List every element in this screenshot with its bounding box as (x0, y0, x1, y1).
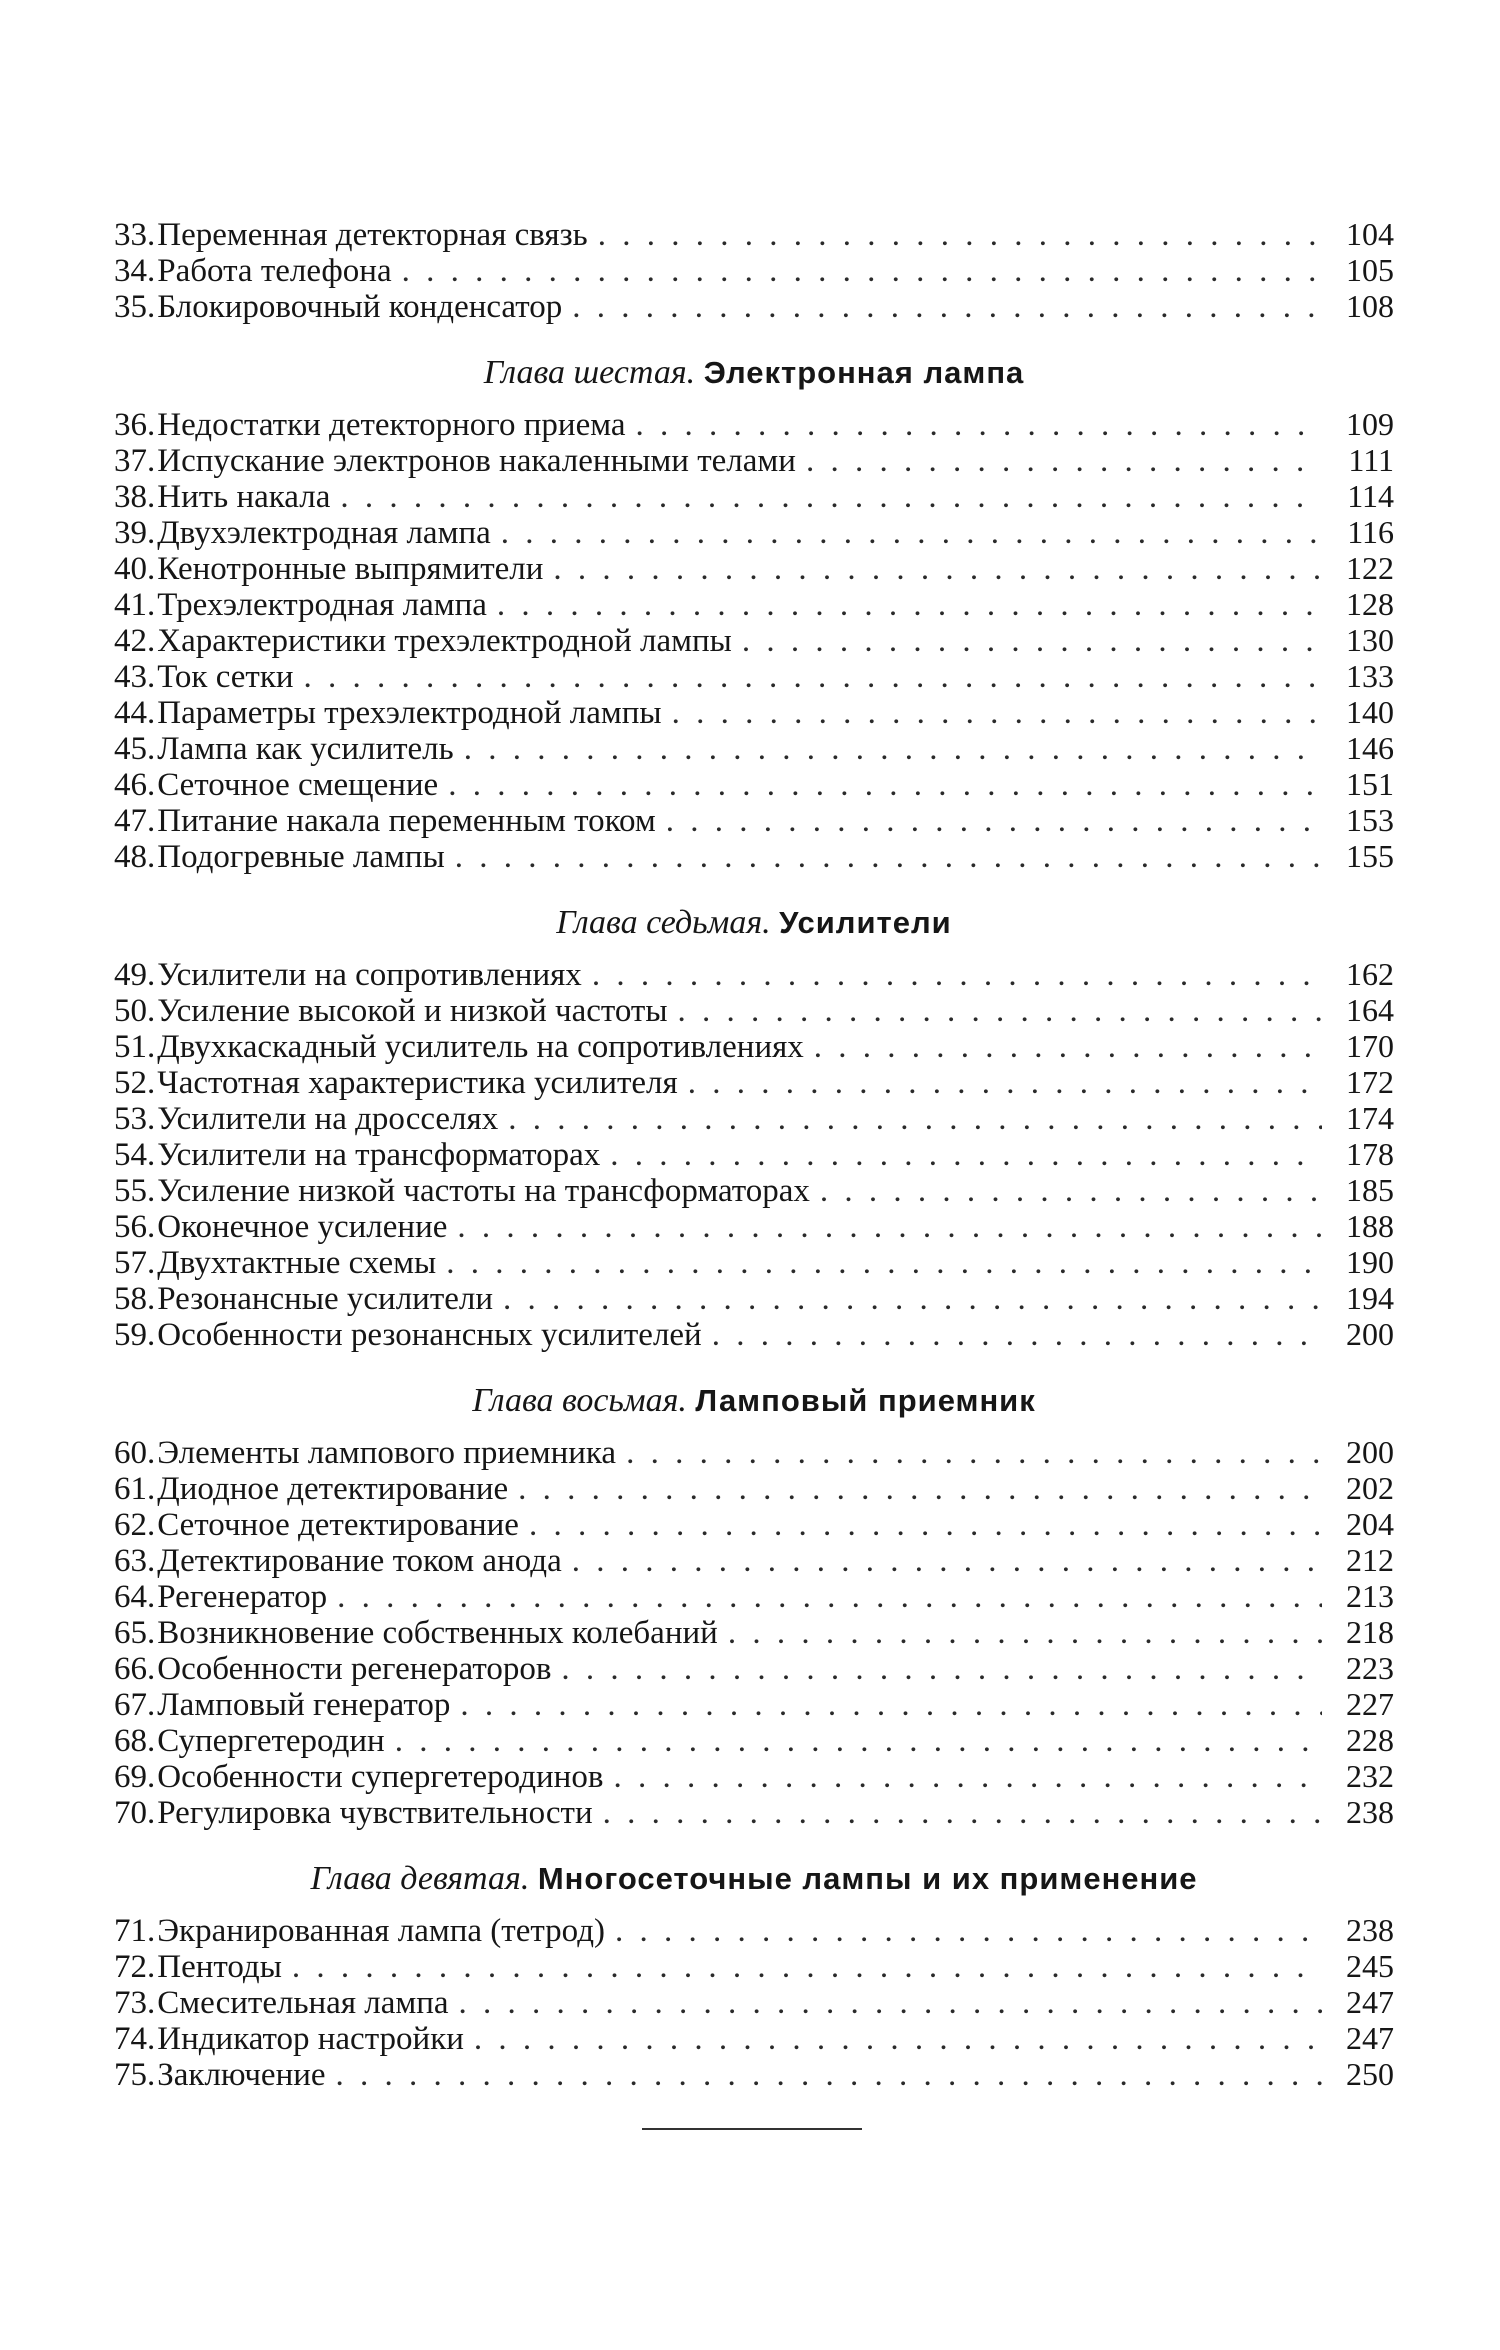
entry-number: 70. (114, 1795, 156, 1831)
entry-title: Диодное детектирование (157, 1471, 509, 1507)
toc-entry (114, 288, 1394, 324)
entry-page-number: 128 (1346, 586, 1394, 622)
dot-leader (678, 993, 1322, 1029)
entry-number: 33. (114, 217, 156, 253)
entry-number: 68. (114, 1723, 156, 1759)
dot-leader (464, 731, 1322, 767)
entry-title: Резонансные усилители (157, 1281, 494, 1317)
entry-number: 51. (114, 1029, 156, 1065)
entry-title: Питание накала переменным током (157, 803, 656, 839)
entry-page-number: 232 (1346, 1758, 1394, 1794)
chapter-heading (114, 896, 1394, 950)
dot-leader (814, 1029, 1322, 1065)
entry-title: Параметры трехэлектродной лампы (157, 695, 662, 731)
entry-title: Детектирование током анода (157, 1543, 562, 1579)
entry-page-number: 104 (1346, 216, 1394, 252)
toc-entry (114, 766, 1394, 802)
dot-leader (666, 803, 1322, 839)
dot-leader (592, 957, 1322, 993)
dot-leader (340, 479, 1322, 515)
entry-title: Усиление высокой и низкой частоты (157, 993, 668, 1029)
dot-leader (613, 1759, 1322, 1795)
entry-page-number: 228 (1346, 1722, 1394, 1758)
dot-leader (457, 1209, 1322, 1245)
entry-number: 42. (114, 623, 156, 659)
toc-section (114, 896, 1394, 1352)
entry-page-number: 116 (1347, 514, 1394, 550)
entry-page-number: 223 (1346, 1650, 1394, 1686)
entry-number: 69. (114, 1759, 156, 1795)
dot-leader (572, 289, 1322, 325)
entry-page-number: 155 (1346, 838, 1394, 874)
entry-page-number: 153 (1346, 802, 1394, 838)
toc-section (114, 216, 1394, 324)
entry-page-number: 250 (1346, 2056, 1394, 2092)
toc-entry (114, 1172, 1394, 1208)
entry-title: Сеточное смещение (157, 767, 439, 803)
dot-leader (610, 1137, 1322, 1173)
chapter-name: Электронная лампа (703, 355, 1025, 390)
dot-leader (553, 551, 1322, 587)
chapter-name: Усилители (779, 905, 952, 940)
entry-number: 36. (114, 407, 156, 443)
entry-page-number: 130 (1346, 622, 1394, 658)
entry-page-number: 140 (1346, 694, 1394, 730)
entry-title: Испускание электронов накаленными телами (157, 443, 796, 479)
dot-leader (529, 1507, 1322, 1543)
dot-leader (446, 1245, 1322, 1281)
entry-number: 35. (114, 289, 156, 325)
chapter-name: Многосеточные лампы и их применение (537, 1861, 1198, 1896)
chapter-heading (114, 1852, 1394, 1906)
toc-entry (114, 1244, 1394, 1280)
dot-leader (820, 1173, 1322, 1209)
dot-leader (503, 1281, 1322, 1317)
entry-number: 46. (114, 767, 156, 803)
entry-number: 38. (114, 479, 156, 515)
entry-number: 71. (114, 1913, 156, 1949)
toc-entry (114, 406, 1394, 442)
toc-entry (114, 1722, 1394, 1758)
entry-number: 41. (114, 587, 156, 623)
dot-leader (615, 1913, 1322, 1949)
entry-title: Усилители на дросселях (157, 1101, 499, 1137)
entry-page-number: 162 (1346, 956, 1394, 992)
toc-entry (114, 442, 1394, 478)
toc-entry (114, 992, 1394, 1028)
dot-leader (448, 767, 1322, 803)
entry-title: Работа телефона (157, 253, 392, 289)
entry-title: Элементы лампового приемника (157, 1435, 617, 1471)
toc-entry (114, 1794, 1394, 1830)
toc-entry (114, 1280, 1394, 1316)
toc-entry (114, 1064, 1394, 1100)
entry-number: 37. (114, 443, 156, 479)
toc-entry (114, 1948, 1394, 1984)
entry-number: 66. (114, 1651, 156, 1687)
entry-title: Особенности супергетеродинов (157, 1759, 604, 1795)
entry-page-number: 247 (1346, 2020, 1394, 2056)
entry-title: Оконечное усиление (157, 1209, 448, 1245)
entry-page-number: 190 (1346, 1244, 1394, 1280)
entry-title: Смесительная лампа (157, 1985, 449, 2021)
table-of-contents (114, 216, 1394, 2092)
entry-number: 49. (114, 957, 156, 993)
entry-number: 67. (114, 1687, 156, 1723)
toc-entry (114, 2056, 1394, 2092)
entry-number: 58. (114, 1281, 156, 1317)
entry-title: Ламповый генератор (157, 1687, 451, 1723)
toc-entry (114, 622, 1394, 658)
entry-number: 59. (114, 1317, 156, 1353)
dot-leader (497, 587, 1322, 623)
entry-title: Пентоды (157, 1949, 282, 1985)
entry-title: Супергетеродин (157, 1723, 385, 1759)
entry-page-number: 212 (1346, 1542, 1394, 1578)
entry-page-number: 188 (1346, 1208, 1394, 1244)
entry-number: 63. (114, 1543, 156, 1579)
entry-number: 62. (114, 1507, 156, 1543)
entry-title: Подогревные лампы (157, 839, 445, 875)
entry-number: 34. (114, 253, 156, 289)
dot-leader (459, 1985, 1322, 2021)
toc-entry (114, 1434, 1394, 1470)
chapter-label: Глава шестая. (483, 354, 696, 391)
entry-title: Возникновение собственных колебаний (157, 1615, 718, 1651)
entry-number: 40. (114, 551, 156, 587)
toc-entry (114, 1542, 1394, 1578)
entry-title: Характеристики трехэлектродной лампы (157, 623, 732, 659)
entry-number: 39. (114, 515, 156, 551)
entry-title: Усиление низкой частоты на трансформаторах (157, 1173, 810, 1209)
dot-leader (636, 407, 1322, 443)
entry-page-number: 164 (1346, 992, 1394, 1028)
entry-page-number: 202 (1346, 1470, 1394, 1506)
dot-leader (603, 1795, 1322, 1831)
toc-entry (114, 1578, 1394, 1614)
toc-entry (114, 2020, 1394, 2056)
entry-number: 44. (114, 695, 156, 731)
entry-page-number: 200 (1346, 1434, 1394, 1470)
entry-page-number: 185 (1346, 1172, 1394, 1208)
entry-number: 74. (114, 2021, 156, 2057)
entry-page-number: 151 (1346, 766, 1394, 802)
dot-leader (672, 695, 1322, 731)
entry-title: Кенотронные выпрямители (157, 551, 544, 587)
toc-entry (114, 1136, 1394, 1172)
dot-leader (292, 1949, 1322, 1985)
entry-title: Регулировка чувствительности (157, 1795, 593, 1831)
entry-page-number: 200 (1346, 1316, 1394, 1352)
entry-number: 43. (114, 659, 156, 695)
entry-page-number: 114 (1347, 478, 1394, 514)
entry-title: Сеточное детектирование (157, 1507, 519, 1543)
entry-number: 55. (114, 1173, 156, 1209)
entry-title: Частотная характеристика усилителя (157, 1065, 678, 1101)
chapter-label: Глава девятая. (310, 1860, 530, 1897)
entry-number: 52. (114, 1065, 156, 1101)
entry-title: Переменная детекторная связь (157, 217, 588, 253)
toc-entry (114, 1686, 1394, 1722)
entry-page-number: 174 (1346, 1100, 1394, 1136)
toc-entry (114, 1650, 1394, 1686)
chapter-label: Глава седьмая. (556, 904, 771, 941)
dot-leader (806, 443, 1322, 479)
dot-leader (728, 1615, 1322, 1651)
entry-page-number: 170 (1346, 1028, 1394, 1064)
dot-leader (402, 253, 1322, 289)
dot-leader (712, 1317, 1322, 1353)
toc-entry (114, 1470, 1394, 1506)
dot-leader (474, 2021, 1322, 2057)
entry-number: 65. (114, 1615, 156, 1651)
dot-leader (304, 659, 1322, 695)
entry-number: 61. (114, 1471, 156, 1507)
toc-entry (114, 1208, 1394, 1244)
toc-entry (114, 802, 1394, 838)
entry-title: Нить накала (157, 479, 331, 515)
toc-entry (114, 694, 1394, 730)
chapter-name: Ламповый приемник (695, 1383, 1036, 1418)
toc-entry (114, 478, 1394, 514)
dot-leader (395, 1723, 1322, 1759)
entry-page-number: 111 (1348, 442, 1394, 478)
dot-leader (460, 1687, 1322, 1723)
entry-page-number: 204 (1346, 1506, 1394, 1542)
toc-entry (114, 1028, 1394, 1064)
dot-leader (688, 1065, 1322, 1101)
entry-title: Особенности регенераторов (157, 1651, 552, 1687)
toc-entry (114, 1316, 1394, 1352)
toc-entry (114, 1506, 1394, 1542)
entry-title: Блокировочный конденсатор (157, 289, 563, 325)
chapter-heading (114, 1374, 1394, 1428)
dot-leader (598, 217, 1322, 253)
toc-entry (114, 550, 1394, 586)
entry-title: Трехэлектродная лампа (157, 587, 487, 623)
entry-page-number: 108 (1346, 288, 1394, 324)
dot-leader (572, 1543, 1322, 1579)
entry-page-number: 146 (1346, 730, 1394, 766)
entry-title: Недостатки детекторного приема (157, 407, 626, 443)
dot-leader (508, 1101, 1322, 1137)
entry-page-number: 133 (1346, 658, 1394, 694)
entry-number: 72. (114, 1949, 156, 1985)
entry-number: 64. (114, 1579, 156, 1615)
entry-page-number: 122 (1346, 550, 1394, 586)
entry-page-number: 105 (1346, 252, 1394, 288)
toc-entry (114, 1912, 1394, 1948)
toc-entry (114, 956, 1394, 992)
entry-title: Особенности резонансных усилителей (157, 1317, 702, 1353)
entry-title: Регенератор (157, 1579, 328, 1615)
entry-page-number: 238 (1346, 1794, 1394, 1830)
dot-leader (501, 515, 1322, 551)
entry-title: Лампа как усилитель (157, 731, 454, 767)
entry-title: Двухкаскадный усилитель на сопротивлениях (157, 1029, 804, 1065)
dot-leader (337, 1579, 1322, 1615)
toc-entry (114, 586, 1394, 622)
entry-number: 48. (114, 839, 156, 875)
dot-leader (561, 1651, 1322, 1687)
entry-title: Двухтактные схемы (157, 1245, 437, 1281)
entry-page-number: 109 (1346, 406, 1394, 442)
entry-title: Ток сетки (157, 659, 294, 695)
chapter-heading (114, 346, 1394, 400)
toc-entry (114, 216, 1394, 252)
entry-page-number: 245 (1346, 1948, 1394, 1984)
entry-number: 50. (114, 993, 156, 1029)
toc-entry (114, 1758, 1394, 1794)
entry-title: Двухэлектродная лампа (157, 515, 491, 551)
end-divider (642, 2128, 862, 2130)
toc-entry (114, 838, 1394, 874)
entry-number: 75. (114, 2057, 156, 2093)
entry-title: Усилители на трансформаторах (157, 1137, 601, 1173)
entry-number: 57. (114, 1245, 156, 1281)
toc-entry (114, 514, 1394, 550)
entry-page-number: 213 (1346, 1578, 1394, 1614)
toc-entry (114, 658, 1394, 694)
entry-number: 60. (114, 1435, 156, 1471)
chapter-label: Глава восьмая. (472, 1382, 687, 1419)
toc-entry (114, 1984, 1394, 2020)
entry-title: Индикатор настройки (157, 2021, 464, 2057)
toc-section (114, 1852, 1394, 2092)
entry-number: 56. (114, 1209, 156, 1245)
entry-number: 73. (114, 1985, 156, 2021)
entry-page-number: 247 (1346, 1984, 1394, 2020)
dot-leader (455, 839, 1322, 875)
entry-title: Заключение (157, 2057, 326, 2093)
entry-page-number: 172 (1346, 1064, 1394, 1100)
entry-page-number: 178 (1346, 1136, 1394, 1172)
dot-leader (336, 2057, 1322, 2093)
entry-number: 54. (114, 1137, 156, 1173)
toc-entry (114, 730, 1394, 766)
entry-page-number: 238 (1346, 1912, 1394, 1948)
toc-entry (114, 1100, 1394, 1136)
entry-number: 53. (114, 1101, 156, 1137)
entry-page-number: 218 (1346, 1614, 1394, 1650)
entry-title: Экранированная лампа (тетрод) (157, 1913, 605, 1949)
entry-title: Усилители на сопротивлениях (157, 957, 582, 993)
dot-leader (518, 1471, 1322, 1507)
entry-page-number: 227 (1346, 1686, 1394, 1722)
toc-section (114, 346, 1394, 874)
entry-number: 47. (114, 803, 156, 839)
toc-entry (114, 252, 1394, 288)
dot-leader (742, 623, 1322, 659)
entry-number: 45. (114, 731, 156, 767)
toc-entry (114, 1614, 1394, 1650)
dot-leader (626, 1435, 1322, 1471)
entry-page-number: 194 (1346, 1280, 1394, 1316)
toc-section (114, 1374, 1394, 1830)
